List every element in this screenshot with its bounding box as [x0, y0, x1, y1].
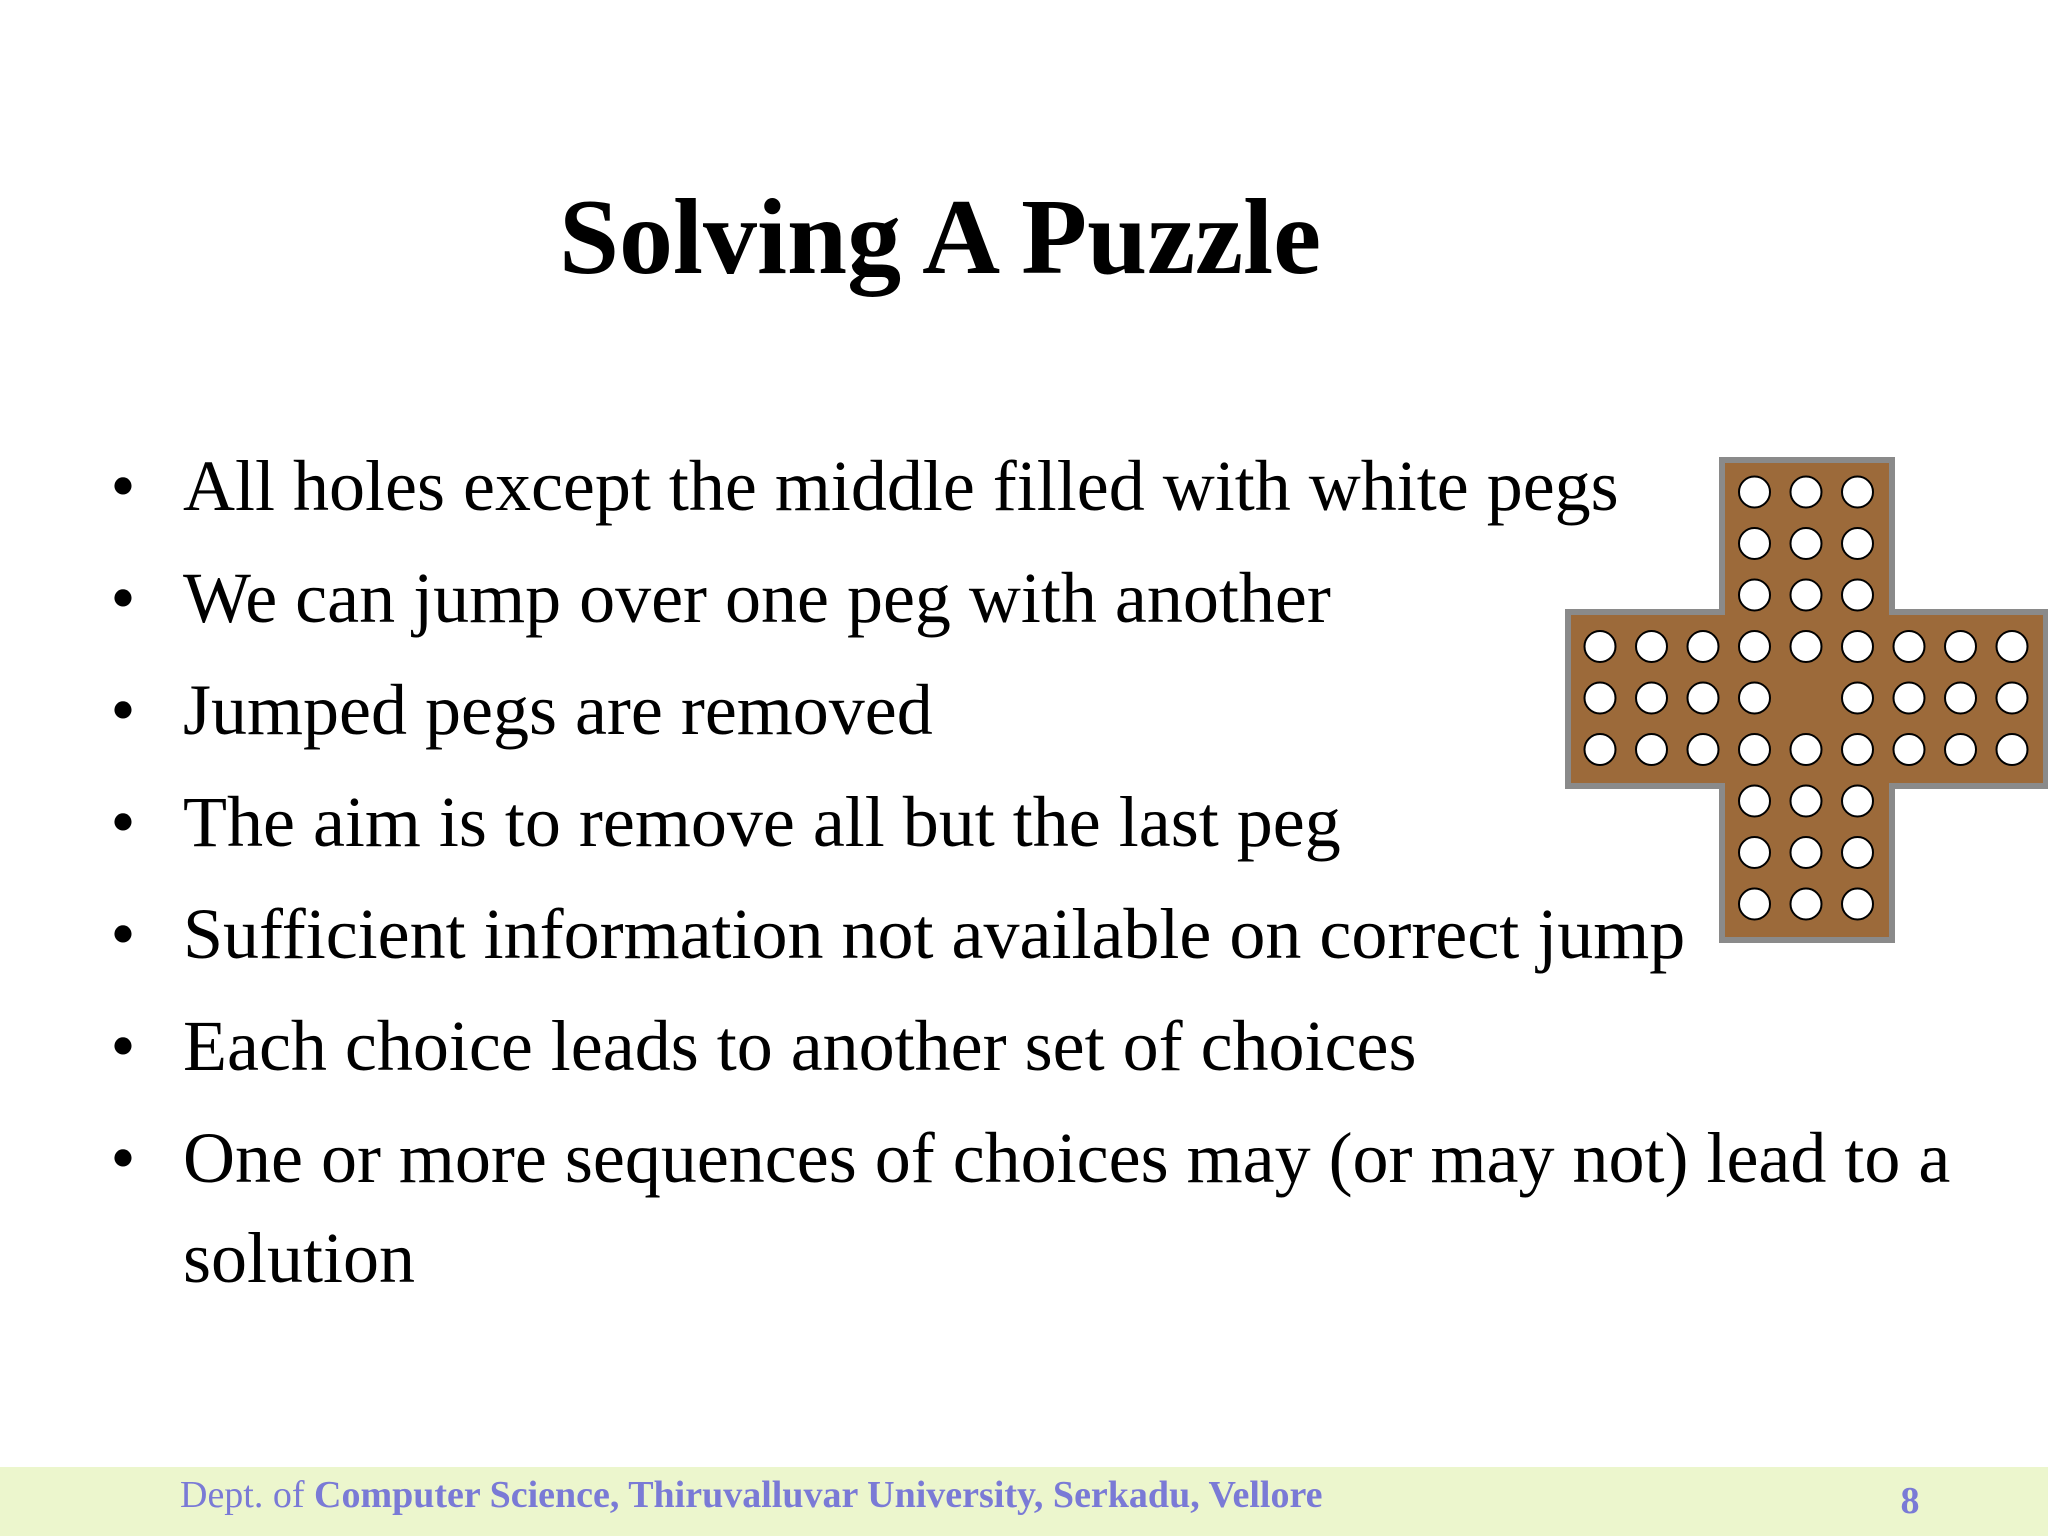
white-peg [1636, 683, 1667, 714]
bullet-marker: • [110, 894, 136, 974]
bullet-text: Jumped pegs are removed [183, 670, 933, 750]
peg-solitaire-board [1564, 456, 2048, 944]
white-peg [1791, 734, 1822, 765]
white-peg [1739, 734, 1770, 765]
bullet-item [103, 1108, 2023, 1308]
footer-institution: Computer Science, Thiruvalluvar University, Serkadu, Vellore [314, 1474, 1323, 1516]
white-peg [1894, 683, 1925, 714]
white-peg [1945, 631, 1976, 662]
white-peg [1842, 786, 1873, 817]
bullet-marker: • [110, 782, 136, 862]
white-peg [1636, 631, 1667, 662]
white-peg [1688, 734, 1719, 765]
bullet-text: The aim is to remove all but the last peg [183, 782, 1341, 862]
bullet-text: Each choice leads to another set of choices [183, 1006, 1417, 1086]
bullet-text: One or more sequences of choices may (or may not) lead to a solution [183, 1118, 1951, 1298]
white-peg [1842, 734, 1873, 765]
slide-title: Solving A Puzzle [558, 178, 1322, 297]
white-peg [1585, 631, 1616, 662]
white-peg [1636, 734, 1667, 765]
white-peg [1997, 631, 2028, 662]
white-peg [1894, 631, 1925, 662]
white-peg [1945, 683, 1976, 714]
white-peg [1842, 889, 1873, 920]
white-peg [1791, 786, 1822, 817]
white-peg [1688, 631, 1719, 662]
bullet-text: Sufficient information not available on correct jump [183, 894, 1686, 974]
white-peg [1997, 734, 2028, 765]
bullet-marker: • [110, 558, 136, 638]
footer-prefix: Dept. of [180, 1474, 315, 1516]
white-peg [1842, 477, 1873, 508]
white-peg [1688, 683, 1719, 714]
white-peg [1842, 528, 1873, 559]
bullet-marker: • [110, 446, 136, 526]
white-peg [1791, 631, 1822, 662]
white-peg [1791, 477, 1822, 508]
white-peg [1739, 631, 1770, 662]
white-peg [1739, 683, 1770, 714]
bullet-marker: • [110, 1118, 136, 1198]
bullet-item [103, 996, 2023, 1096]
white-peg [1739, 580, 1770, 611]
white-peg [1585, 734, 1616, 765]
white-peg [1791, 580, 1822, 611]
bullet-text: All holes except the middle filled with white pegs [183, 446, 1619, 526]
white-peg [1739, 837, 1770, 868]
bullet-marker: • [110, 1006, 136, 1086]
white-peg [1739, 786, 1770, 817]
white-peg [1791, 837, 1822, 868]
page-number: 8 [1900, 1480, 1920, 1522]
white-peg [1739, 528, 1770, 559]
white-peg [1791, 889, 1822, 920]
white-peg [1997, 683, 2028, 714]
white-peg [1739, 889, 1770, 920]
bullet-marker: • [110, 670, 136, 750]
white-peg [1842, 837, 1873, 868]
white-peg [1585, 683, 1616, 714]
white-peg [1842, 580, 1873, 611]
white-peg [1842, 631, 1873, 662]
white-peg [1791, 528, 1822, 559]
bullet-text: We can jump over one peg with another [183, 558, 1331, 638]
white-peg [1945, 734, 1976, 765]
footer-department [180, 1470, 1323, 1520]
white-peg [1842, 683, 1873, 714]
white-peg [1894, 734, 1925, 765]
white-peg [1739, 477, 1770, 508]
